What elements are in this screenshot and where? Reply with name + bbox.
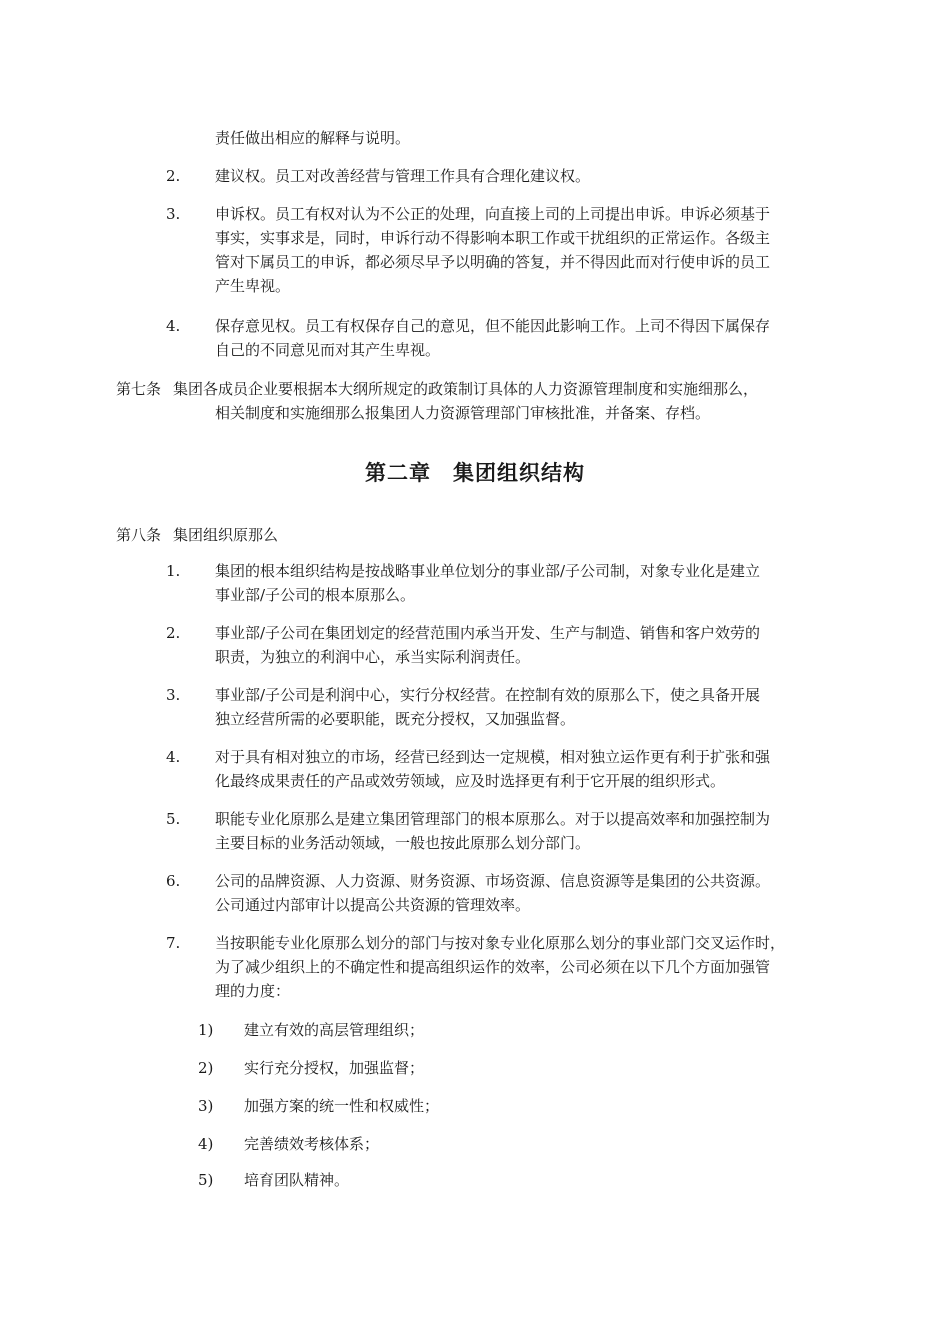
text-line: 当按职能专业化原那么划分的部门与按对象专业化原那么划分的事业部门交叉运作时， bbox=[215, 934, 786, 952]
text-line: 事业部/子公司是利润中心，实行分权经营。在控制有效的原那么下，使之具备开展 bbox=[215, 686, 761, 704]
list-item-text bbox=[215, 202, 846, 298]
list-item-text bbox=[215, 164, 846, 188]
sub-item-text: 建立有效的高层管理组织； bbox=[244, 1021, 425, 1039]
article-label: 第八条 bbox=[116, 526, 162, 544]
list-item-text bbox=[215, 559, 846, 607]
sub-item-text: 加强方案的统一性和权威性； bbox=[244, 1097, 440, 1115]
text-line: 保存意见权。员工有权保存自己的意见，但不能因此影响工作。上司不得因下属保存 bbox=[215, 317, 771, 335]
list-item-number: 4. bbox=[166, 317, 181, 335]
text-line: 自己的不同意见而对其产生卑视。 bbox=[215, 341, 441, 359]
sub-item-text: 实行充分授权，加强监督； bbox=[244, 1059, 425, 1077]
list-item-text bbox=[215, 621, 846, 669]
text-line: 公司通过内部审计以提高公共资源的管理效率。 bbox=[215, 896, 531, 914]
text-line: 事业部/子公司在集团划定的经营范围内承当开发、生产与制造、销售和客户效劳的 bbox=[215, 624, 761, 642]
article-label: 第七条 bbox=[116, 380, 162, 398]
text-line: 主要目标的业务活动领域，一般也按此原那么划分部门。 bbox=[215, 834, 591, 852]
list-item-number: 3. bbox=[166, 205, 181, 223]
list-item-text bbox=[215, 807, 846, 855]
article-title: 集团组织原那么 bbox=[173, 526, 279, 544]
sub-item-number: 3) bbox=[198, 1097, 214, 1115]
list-item-text bbox=[215, 683, 846, 731]
text-line: 职能专业化原那么是建立集团管理部门的根本原那么。对于以提高效率和加强控制为 bbox=[215, 810, 771, 828]
sub-item-number: 5) bbox=[198, 1171, 214, 1189]
list-item-number: 4. bbox=[166, 748, 181, 766]
text-line: 化最终成果责任的产品或效劳领域，应及时选择更有利于它开展的组织形式。 bbox=[215, 772, 726, 790]
text-line: 申诉权。员工有权对认为不公正的处理，向直接上司的上司提出申诉。申诉必须基于 bbox=[215, 205, 771, 223]
chapter-heading: 第二章 集团组织结构 bbox=[365, 461, 585, 485]
list-item-number: 6. bbox=[166, 872, 181, 890]
list-item-text bbox=[215, 869, 846, 917]
list-item-number: 7. bbox=[166, 934, 181, 952]
sub-item-number: 2) bbox=[198, 1059, 214, 1077]
text-line: 事实，实事求是，同时，申诉行动不得影响本职工作或干扰组织的正常运作。各级主 bbox=[215, 229, 771, 247]
sub-item-number: 1) bbox=[198, 1021, 214, 1039]
text-line: 事业部/子公司的根本原那么。 bbox=[215, 586, 416, 604]
sub-item-text: 完善绩效考核体系； bbox=[244, 1135, 380, 1153]
list-item-number: 5. bbox=[166, 810, 181, 828]
text-line: 职责，为独立的利润中心，承当实际利润责任。 bbox=[215, 648, 531, 666]
text-line: 集团各成员企业要根据本大纲所规定的政策制订具体的人力资源管理制度和实施细那么， bbox=[173, 380, 759, 398]
text-line: 理的力度： bbox=[215, 982, 291, 1000]
text-line: 集团的根本组织结构是按战略事业单位划分的事业部/子公司制，对象专业化是建立 bbox=[215, 562, 761, 580]
list-item-number: 2. bbox=[166, 167, 181, 185]
article-text bbox=[173, 377, 846, 425]
list-item-number: 2. bbox=[166, 624, 181, 642]
list-item-text bbox=[215, 314, 846, 362]
text-line: 公司的品牌资源、人力资源、财务资源、市场资源、信息资源等是集团的公共资源。 bbox=[215, 872, 771, 890]
sub-item-text: 培育团队精神。 bbox=[244, 1171, 350, 1189]
text-line: 建议权。员工对改善经营与管理工作具有合理化建议权。 bbox=[215, 167, 591, 185]
text-line: 对于具有相对独立的市场，经营已经到达一定规模，相对独立运作更有利于扩张和强 bbox=[215, 748, 771, 766]
text-line: 为了减少组织上的不确定性和提高组织运作的效率，公司必须在以下几个方面加强管 bbox=[215, 958, 771, 976]
list-item-text: 责任做出相应的解释与说明。 bbox=[215, 129, 411, 147]
list-item-text bbox=[215, 745, 846, 793]
text-line: 管对下属员工的申诉，都必须尽早予以明确的答复，并不得因此而对行使申诉的员工 bbox=[215, 253, 771, 271]
list-item-number: 3. bbox=[166, 686, 181, 704]
text-line: 独立经营所需的必要职能，既充分授权，又加强监督。 bbox=[215, 710, 576, 728]
sub-item-number: 4) bbox=[198, 1135, 214, 1153]
text-line: 相关制度和实施细那么报集团人力资源管理部门审核批准，并备案、存档。 bbox=[215, 404, 711, 422]
list-item-text bbox=[215, 931, 846, 1003]
list-item-number: 1. bbox=[166, 562, 181, 580]
text-line: 产生卑视。 bbox=[215, 277, 291, 295]
